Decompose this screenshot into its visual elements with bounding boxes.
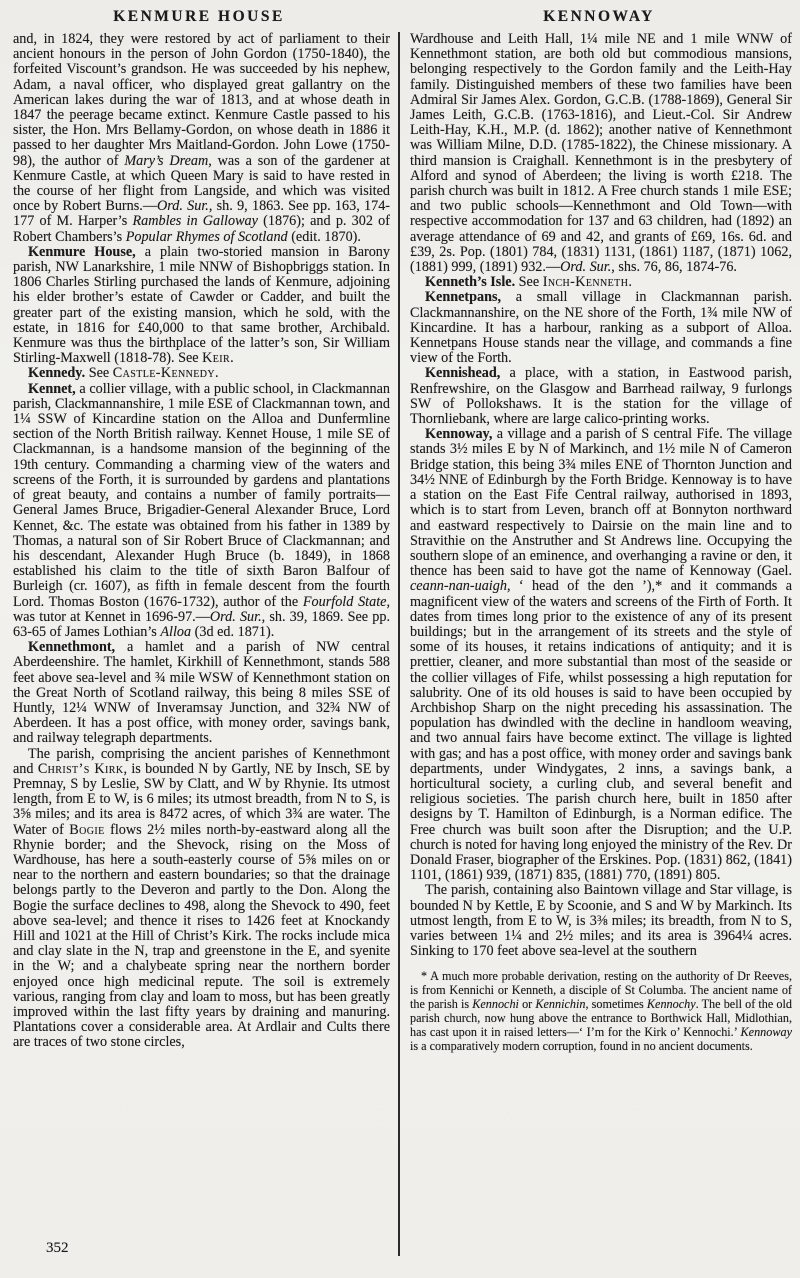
text-run: Ord. Sur. (157, 198, 209, 215)
text-run: (1876); and p. 302 of Robert Chambers’s (13, 213, 390, 245)
paragraph (13, 382, 390, 640)
text-run: Ord. Sur. (560, 259, 612, 276)
text-run: , sh. 9, 1863. See pp. 163, 174-177 of M. Harper’s (13, 198, 391, 230)
text-run: See (85, 365, 113, 382)
text-run: * A much more probable derivation, resting on the authority of Dr Reeves, is from Kennichi or Kenneth, a disciple of St Columba. The ancient name of the parish is (410, 969, 792, 1012)
page-number: 352 (46, 1240, 69, 1256)
text-run: Kenmure House, (28, 243, 136, 260)
text-run: Christ’s Kirk (37, 760, 124, 777)
text-run: (3d ed. 1871). (191, 623, 275, 640)
text-run: Kennichin (535, 997, 586, 1012)
paragraph (13, 32, 390, 245)
text-run: a hamlet and a parish of NW central Aberdeenshire. The hamlet, Kirkhill of Kennethmont, stands 588 feet above sea-level and ¾ mile WSW of Kennethmont station on the Great North of Scotland railway, this being 8 miles SSE of Huntly, 12¼ WNW of Inveramsay Junction, and 32¾ NW of Aberdeen. It has a post office, with money order, savings bank, and railway telegraph departments. (13, 639, 390, 747)
left-running-head: KENMURE HOUSE (113, 8, 285, 25)
paragraph (13, 366, 390, 381)
text-run: , ‘ head of the den ’),* and it commands a magnificent view of the waters and screens of the Firth of Forth. It dates from times long prior to the existence of any of its present buildings; but in the arrangement of its streets and the style of some of its houses, it retains indications of antiquity; and it is prettier, cleaner, and more substantial than most of the seaside or the collier villages of Fife, whilst possessing a high reputation for salubrity. One of its old houses is said to have been occupied by Archbishop Sharp on the night preceding his assassination. The population has dwindled with the decline in handloom weaving, and two annual fairs have become extinct. The village is lighted with gas; and has a post office, with money order and savings bank departments, under Windygates, 2 inns, a savings bank, a horticultural society, a curling club, and several benefit and religious societies. The parish church here, built in 1850 after designs by T. Hamilton of Edinburgh, is a Norman edifice. The Free church was built soon after the Disruption; and the U.P. church is noted for having long enjoyed the ministry of the Rev. Dr Donald Fraser, biographer of the Erskines. Pop. (1831) 862, (1841) 1101, (1861) 939, (1871) 835, (1881) 770, (1891) 805. (410, 578, 792, 884)
text-run: . The bell of the old parish church, now hung above the entrance to Borthwick Hall, Midlothian, has cast upon it in raised letters—‘ I’m for the Kirk o’ Kennochi.’ (410, 997, 792, 1040)
text-run: , is bounded N by Gartly, NE by Insch, SE by Premnay, S by Leslie, SW by Clatt, and W by Rhynie. Its utmost length, from E to W, is 6 miles; its utmost breadth, from N to S, is 3⅝ miles; and its area is 8472 acres, of which 3¾ are water. The Water of (13, 760, 390, 838)
text-run: See (515, 274, 543, 291)
text-run: or (518, 997, 536, 1012)
paragraph (410, 427, 792, 883)
text-run: and, in 1824, they were restored by act of parliament to their ancient honours in the person of John Gordon (1750-1840), the forfeited Viscount’s grandson. He was succeeded by his nephew, Adam, a naval officer, who displayed great gallantry on the American lakes during the war of 1813, and at whose death in 1847 the peerage became extinct. Kenmure Castle passed to his sister, the Hon. Mrs Bellamy-Gordon, on whose death in 1886 it passed to her daughter Mrs Maitland-Gordon. John Lowe (1750-98), the author of (13, 32, 390, 169)
text-run: Mary’s Dream (124, 152, 209, 169)
text-run: Kennet, (28, 380, 76, 397)
paragraph (13, 747, 390, 1051)
text-run: Fourfold State (302, 593, 387, 610)
footnote (410, 970, 792, 1053)
text-run: (edit. 1870). (287, 228, 361, 245)
paragraph (410, 32, 792, 275)
paragraph (410, 275, 792, 290)
text-run: Kennoway (740, 1025, 792, 1040)
text-run: a small village in Clackmannan parish. Clackmannanshire, on the NE shore of the Forth, 1¾ mile NW of Kincardine. It has a harbour, ranking as a subport of Alloa. Kennetpans House stands near the village, and commands a fine view of the Forth. (410, 289, 792, 367)
text-run: Inch-Kenneth (542, 274, 629, 291)
text-run: Kennochi (472, 997, 519, 1012)
paragraph (410, 366, 792, 427)
text-run: a plain two-storied mansion in Barony parish, NW Lanarkshire, 1 mile NNW of Bishopbriggs station. In 1806 Charles Stirling purchased the lands of Kenmure, adjoining his elder brother’s estate of Cawder or Cadder, and built the greater part of the existing mansion, which he sold, with the estate, in 1816 for £40,000 to that same brother, Archibald. Kenmure was thus the birthplace of the latter’s son, Sir William Stirling-Maxwell (1818-78). See (13, 243, 390, 367)
text-columns (0, 32, 800, 1256)
text-run: Kennethmont, (28, 639, 116, 656)
text-run: . (230, 350, 234, 367)
running-heads (0, 0, 800, 26)
right-column-body (410, 32, 792, 959)
text-run: . (215, 365, 219, 382)
text-run: Kennetpans, (425, 289, 502, 306)
text-run: , sometimes (585, 997, 647, 1012)
text-run: The parish, containing also Baintown village and Star village, is bounded N by Kettle, E by Scoonie, and S and W by Markinch. Its utmost length, from E to W, is 3⅜ miles; its breadth, from N to S, varies between 1¼ and 2½ miles; and its area is 3964¼ acres. Sinking to 170 feet above sea-level at the southern (410, 882, 792, 960)
text-run: Popular Rhymes of Scotland (125, 228, 288, 245)
text-run: Kennochy (646, 997, 696, 1012)
text-run: Alloa (160, 623, 192, 640)
paragraph (13, 640, 390, 746)
right-running-head: KENNOWAY (543, 8, 655, 25)
paragraph (410, 290, 792, 366)
text-run: Kennedy. (28, 365, 86, 382)
text-run: Kennishead, (425, 365, 501, 382)
text-run: is a comparatively modern corruption, found in no ancient documents. (410, 1038, 753, 1053)
paragraph (13, 245, 390, 367)
text-run: Bogie (69, 821, 105, 838)
text-run: . (628, 274, 632, 291)
left-column (0, 32, 398, 1256)
right-column (398, 32, 800, 1256)
text-run: a village and a parish of S central Fife. The village stands 3½ miles E by N of Markinch, and 1½ mile N of Cameron Bridge station, this being 3¾ miles ENE of Thornton Junction and 34½ NNE of Edinburgh by the Forth Bridge. Kennoway is to have a station on the East Fife Central railway, authorised in 1893, which is to start from Leven, branch off at Bonnyton northward and eastward respectively to Dairsie on the main line and to Stravithie on the Anstruther and St Andrews line. Occupying the southern slope of an eminence, and overhanging a ravine or den, it thence has been said to have got the name of Kennoway (Gael. (410, 426, 792, 580)
text-run: a collier village, with a public school, in Clackmannan parish, Clackmannanshire, 1 mile ESE of Clackmannan town, and 1¼ SSW of Kincardine station on the Alloa and Dunfermline section of the North British railway. Kennet House, 1 mile SE of Clackmannan, is a handsome mansion of the beginning of the 19th century. Commanding a charming view of the waters and screens of the Forth, it is surrounded by gardens and plantations of great beauty, and contains a number of family portraits—General James Bruce, Brigadier-General Alexander Bruce, Lord Kennet, &c. The estate was obtained from his father in 1389 by Thomas, a natural son of Sir Robert Bruce of Clackmannan; and his descendant, Alexander Hugh Bruce (b. 1849), in 1868 established his claim to the title of sixth Baron Balfour of Burleigh (cr. 1607), as fifth in female descent from the fourth Lord. Thomas Boston (1676-1732), author of the (13, 380, 390, 610)
text-run: Kennoway, (425, 426, 493, 443)
text-run: , shs. 76, 86, 1874-76. (611, 259, 737, 276)
text-run: , was tutor at Kennet in 1696-97.— (13, 593, 390, 625)
paragraph (410, 883, 792, 959)
text-run: Ord. Sur. (209, 608, 262, 625)
text-run: Kenneth’s Isle. (425, 274, 516, 291)
text-run: ceann-nan-uaigh (410, 578, 507, 595)
paragraph (410, 970, 792, 1053)
text-run: Castle-Kennedy (112, 365, 216, 382)
text-run: , was a son of the gardener at Kenmure Castle, at which Queen Mary is said to have rested in the course of her flight from Langside, and which was visited once by Robert Burns.— (13, 152, 391, 215)
text-run: a place, with a station, in Eastwood parish, Renfrewshire, on the Glasgow and Barrhead railway, 9 furlongs SW of Pollokshaws. It is the station for the village of Thornliebank, where are large calico-printing works. (410, 365, 792, 428)
text-run: flows 2½ miles north-by-eastward along all the Rhynie border; and the Shevock, rising on the Moss of Wardhouse, has here a south-easterly course of 5⅝ miles on or near to the northern and eastern boundaries; so that the drainage belongs partly to the Deveron and partly to the Don. Along the Bogie the surface declines to 498, along the Shevock to 490, feet above sea-level; and thence it rises to 1426 feet at Knockandy Hill and 1021 at the Hill of Christ’s Kirk. The rocks include mica and clay slate in the N, trap and greenstone in the E, and syenite in the W; and a chalybeate spring near the northern border enjoyed once high medicinal repute. The soil is extremely various, ranging from clay and loam to moss, but has been greatly improved within the last fifty years by draining and manuring. Plantations cover a considerable area. At Ardlair and Cults there are traces of two stone circles, (13, 821, 390, 1051)
text-run: Keir (202, 350, 231, 367)
text-run: Wardhouse and Leith Hall, 1¼ mile NE and 1 mile WNW of Kennethmont station, are both old but commodious mansions, belonging respectively to the Gordon family and the Leith-Hay family. Distinguished members of these two families have been Admiral Sir James Alex. Gordon, G.C.B. (1788-1869), General Sir James Leith, G.C.B. (1763-1816), and Lieut.-Col. Sir Andrew Leith-Hay, K.H., M.P. (d. 1862); another native of Kennethmont was William Milne, D.D. (1785-1822), the Chinese missionary. A third mansion is Craighall. Kennethmont is in the presbytery of Alford and synod of Aberdeen; the living is worth £218. The parish church was built in 1812. A Free church stands 1 mile ESE; and two public schools—Kennethmont and Old Town—with respective accommodation for 137 and 63 children, had (1892) an average attendance of 69 and 42, and grants of £69, 16s. 6d. and £39, 2s. Pop. (1801) 784, (1831) 1131, (1861) 1187, (1871) 1062, (1881) 999, (1891) 932.— (410, 32, 792, 276)
text-run: Rambles in Galloway (132, 213, 258, 230)
text-run: , sh. 39, 1869. See pp. 63-65 of James Lothian’s (13, 608, 390, 640)
text-run: The parish, comprising the ancient parishes of Kennethmont and (13, 745, 390, 777)
